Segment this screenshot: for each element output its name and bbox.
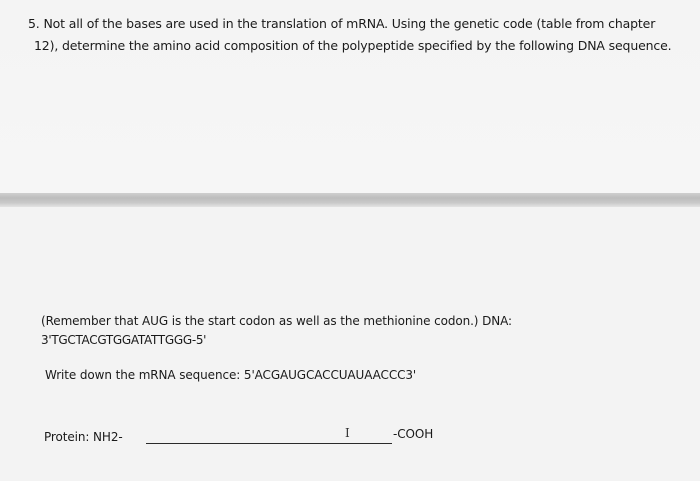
mrna-prompt: Write down the mRNA sequence: 5'ACGAUGCACCUAUAACCC3': [45, 368, 417, 382]
remember-note: (Remember that AUG is the start codon as well as the methionine codon.) DNA:: [41, 314, 512, 328]
dna-sequence: 3'TGCTACGTGGATATTGGG-5': [41, 333, 207, 347]
page-divider: [0, 193, 700, 207]
protein-label: Protein: NH2-: [44, 430, 123, 444]
text-cursor-icon: I: [345, 426, 350, 440]
protein-answer-line[interactable]: [146, 443, 392, 444]
cooh-label: -COOH: [393, 427, 434, 441]
question-line-1: 5. Not all of the bases are used in the translation of mRNA. Using the genetic code (table from chapter: [28, 16, 656, 31]
question-line-2: 12), determine the amino acid composition of the polypeptide specified by the following DNA sequence.: [34, 38, 672, 53]
